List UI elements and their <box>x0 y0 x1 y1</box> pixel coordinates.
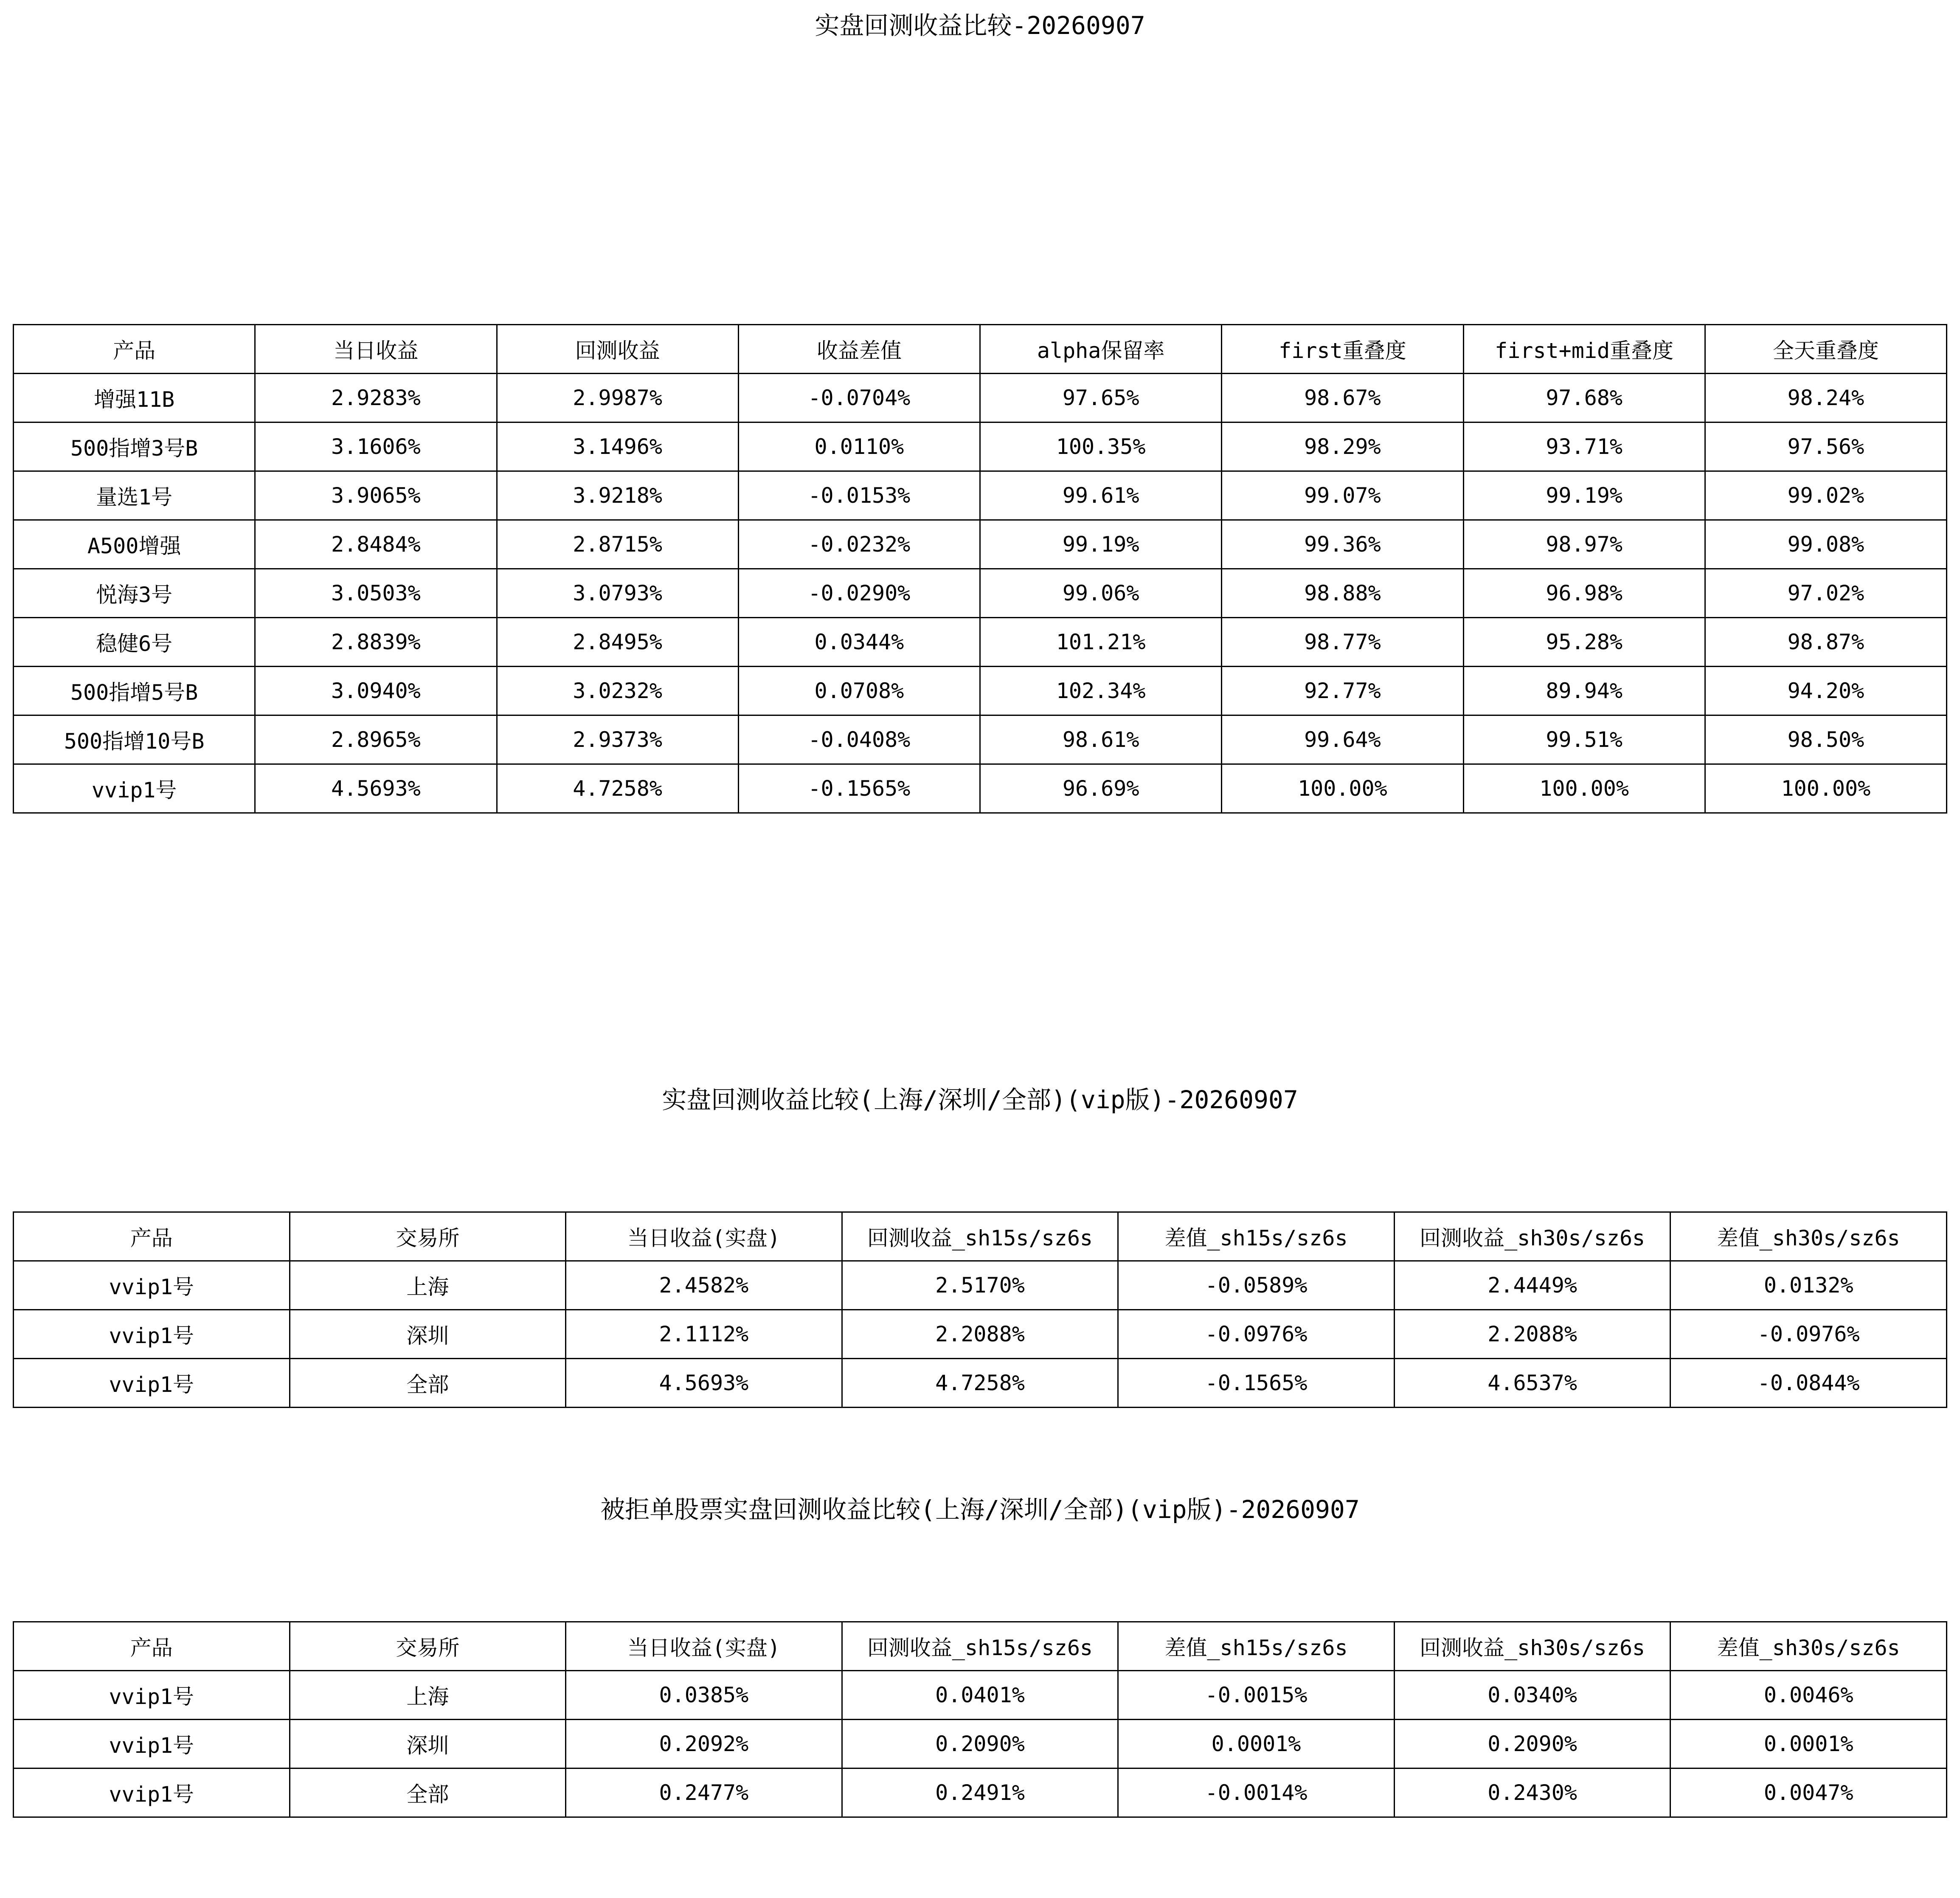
rejected-orders-table <box>13 1621 1947 1818</box>
table-cell: 102.34% <box>980 667 1222 715</box>
table-cell: 4.7258% <box>842 1359 1118 1408</box>
table-row <box>14 374 1947 422</box>
table-cell: 98.61% <box>980 715 1222 764</box>
table-cell: -0.0014% <box>1118 1768 1395 1817</box>
exchange-comparison-title: 实盘回测收益比较(上海/深圳/全部)(vip版)-20260907 <box>662 1085 1298 1114</box>
table-cell: -0.0232% <box>738 520 980 569</box>
table-cell: 97.56% <box>1705 422 1946 471</box>
table-cell: vvip1号 <box>14 1310 290 1359</box>
table-row <box>14 1359 1947 1408</box>
table-cell: 500指增10号B <box>14 715 255 764</box>
table-cell: 2.9987% <box>497 374 738 422</box>
table-cell: 89.94% <box>1463 667 1705 715</box>
table-row <box>14 1671 1947 1720</box>
table-cell: 全部 <box>290 1768 566 1817</box>
table-cell: 0.0001% <box>1670 1720 1947 1768</box>
column-header: alpha保留率 <box>980 325 1222 374</box>
column-header: 交易所 <box>290 1212 566 1261</box>
table-cell: 100.00% <box>1222 764 1463 813</box>
column-header: 回测收益_sh15s/sz6s <box>842 1622 1118 1671</box>
table-cell: 2.1112% <box>566 1310 842 1359</box>
table-cell: 2.8715% <box>497 520 738 569</box>
table-row <box>14 1720 1947 1768</box>
table-cell: -0.1565% <box>1118 1359 1395 1408</box>
table-cell: 4.5693% <box>566 1359 842 1408</box>
table-cell: 93.71% <box>1463 422 1705 471</box>
table-cell: 0.0046% <box>1670 1671 1947 1720</box>
table-cell: 96.69% <box>980 764 1222 813</box>
table-cell: vvip1号 <box>14 1261 290 1310</box>
table-cell: 98.50% <box>1705 715 1946 764</box>
returns-comparison-table <box>13 324 1947 814</box>
table-row <box>14 618 1947 667</box>
table-cell: 2.9373% <box>497 715 738 764</box>
table-cell: 98.29% <box>1222 422 1463 471</box>
table-header-row <box>14 1622 1947 1671</box>
table-cell: 92.77% <box>1222 667 1463 715</box>
table-cell: 98.87% <box>1705 618 1946 667</box>
table-cell: 97.65% <box>980 374 1222 422</box>
table-cell: 100.00% <box>1463 764 1705 813</box>
table-cell: 99.64% <box>1222 715 1463 764</box>
table-cell: 深圳 <box>290 1310 566 1359</box>
column-header: 差值_sh15s/sz6s <box>1118 1212 1395 1261</box>
column-header: 差值_sh30s/sz6s <box>1670 1622 1947 1671</box>
table-cell: 0.0132% <box>1670 1261 1947 1310</box>
table-row <box>14 422 1947 471</box>
table-cell: 3.0232% <box>497 667 738 715</box>
column-header: 回测收益 <box>497 325 738 374</box>
table-cell: -0.0408% <box>738 715 980 764</box>
table-row <box>14 471 1947 520</box>
table-cell: -0.0015% <box>1118 1671 1395 1720</box>
table-cell: 全部 <box>290 1359 566 1408</box>
table-cell: 94.20% <box>1705 667 1946 715</box>
table-cell: 3.0940% <box>255 667 497 715</box>
table-cell: 量选1号 <box>14 471 255 520</box>
table-cell: 0.0344% <box>738 618 980 667</box>
table-cell: 500指增3号B <box>14 422 255 471</box>
column-header: 回测收益_sh30s/sz6s <box>1394 1212 1670 1261</box>
table-cell: vvip1号 <box>14 1720 290 1768</box>
table-cell: 95.28% <box>1463 618 1705 667</box>
column-header: 差值_sh15s/sz6s <box>1118 1622 1395 1671</box>
table-cell: 2.4449% <box>1394 1261 1670 1310</box>
table-cell: 悦海3号 <box>14 569 255 618</box>
table-cell: 99.36% <box>1222 520 1463 569</box>
table-cell: -0.0704% <box>738 374 980 422</box>
table-cell: 101.21% <box>980 618 1222 667</box>
table-cell: 97.68% <box>1463 374 1705 422</box>
table-cell: 上海 <box>290 1671 566 1720</box>
table-cell: 98.24% <box>1705 374 1946 422</box>
column-header: 回测收益_sh15s/sz6s <box>842 1212 1118 1261</box>
table-cell: A500增强 <box>14 520 255 569</box>
table-cell: 3.1496% <box>497 422 738 471</box>
table-cell: 0.2477% <box>566 1768 842 1817</box>
table-row <box>14 569 1947 618</box>
table-cell: vvip1号 <box>14 764 255 813</box>
column-header: 当日收益 <box>255 325 497 374</box>
table-cell: 99.19% <box>1463 471 1705 520</box>
table-cell: 4.5693% <box>255 764 497 813</box>
table-cell: 0.2090% <box>842 1720 1118 1768</box>
table-header-row <box>14 325 1947 374</box>
table-cell: 2.8495% <box>497 618 738 667</box>
table-cell: 0.2092% <box>566 1720 842 1768</box>
table-cell: 0.0001% <box>1118 1720 1395 1768</box>
table-cell: vvip1号 <box>14 1359 290 1408</box>
column-header: 差值_sh30s/sz6s <box>1670 1212 1947 1261</box>
table-row <box>14 715 1947 764</box>
table-cell: -0.0976% <box>1118 1310 1395 1359</box>
table-cell: 0.2430% <box>1394 1768 1670 1817</box>
table-cell: 0.0708% <box>738 667 980 715</box>
table-cell: 99.19% <box>980 520 1222 569</box>
table-cell: 98.88% <box>1222 569 1463 618</box>
table-cell: 2.4582% <box>566 1261 842 1310</box>
table-cell: 98.97% <box>1463 520 1705 569</box>
table-cell: 99.61% <box>980 471 1222 520</box>
table-cell: vvip1号 <box>14 1768 290 1817</box>
table-cell: 100.00% <box>1705 764 1946 813</box>
table-row <box>14 1768 1947 1817</box>
table-cell: 2.9283% <box>255 374 497 422</box>
table-cell: 0.2090% <box>1394 1720 1670 1768</box>
column-header: 当日收益(实盘) <box>566 1622 842 1671</box>
table-cell: 4.7258% <box>497 764 738 813</box>
column-header: 交易所 <box>290 1622 566 1671</box>
table-cell: 99.07% <box>1222 471 1463 520</box>
table-cell: 2.8839% <box>255 618 497 667</box>
table-cell: 96.98% <box>1463 569 1705 618</box>
exchange-comparison-table <box>13 1211 1947 1408</box>
column-header: 收益差值 <box>738 325 980 374</box>
table-cell: 2.8484% <box>255 520 497 569</box>
table-cell: 0.0340% <box>1394 1671 1670 1720</box>
table-cell: 增强11B <box>14 374 255 422</box>
table-cell: 3.0793% <box>497 569 738 618</box>
page-title: 实盘回测收益比较-20260907 <box>815 11 1145 40</box>
column-header: 回测收益_sh30s/sz6s <box>1394 1622 1670 1671</box>
table-cell: 3.0503% <box>255 569 497 618</box>
column-header: 全天重叠度 <box>1705 325 1946 374</box>
table-cell: 3.9218% <box>497 471 738 520</box>
column-header: 产品 <box>14 325 255 374</box>
table-cell: -0.1565% <box>738 764 980 813</box>
table-cell: -0.0844% <box>1670 1359 1947 1408</box>
table-cell: 3.9065% <box>255 471 497 520</box>
table-cell: 2.2088% <box>1394 1310 1670 1359</box>
table-cell: -0.0290% <box>738 569 980 618</box>
table-cell: 深圳 <box>290 1720 566 1768</box>
column-header: first重叠度 <box>1222 325 1463 374</box>
table-cell: 98.77% <box>1222 618 1463 667</box>
table-cell: 97.02% <box>1705 569 1946 618</box>
table-cell: vvip1号 <box>14 1671 290 1720</box>
table-cell: -0.0589% <box>1118 1261 1395 1310</box>
column-header: 产品 <box>14 1212 290 1261</box>
table-cell: 稳健6号 <box>14 618 255 667</box>
table-cell: 99.51% <box>1463 715 1705 764</box>
table-row <box>14 764 1947 813</box>
table-row <box>14 667 1947 715</box>
table-cell: 99.08% <box>1705 520 1946 569</box>
table-cell: 4.6537% <box>1394 1359 1670 1408</box>
column-header: 当日收益(实盘) <box>566 1212 842 1261</box>
table-cell: 0.0047% <box>1670 1768 1947 1817</box>
rejected-orders-title: 被拒单股票实盘回测收益比较(上海/深圳/全部)(vip版)-20260907 <box>600 1495 1360 1524</box>
table-row <box>14 520 1947 569</box>
table-cell: 0.0385% <box>566 1671 842 1720</box>
table-cell: -0.0153% <box>738 471 980 520</box>
table-cell: 2.5170% <box>842 1261 1118 1310</box>
table-row <box>14 1310 1947 1359</box>
table-cell: 2.8965% <box>255 715 497 764</box>
table-cell: 3.1606% <box>255 422 497 471</box>
table-cell: 98.67% <box>1222 374 1463 422</box>
table-cell: 500指增5号B <box>14 667 255 715</box>
table-cell: 上海 <box>290 1261 566 1310</box>
table-cell: -0.0976% <box>1670 1310 1947 1359</box>
table-cell: 0.0401% <box>842 1671 1118 1720</box>
table-cell: 0.0110% <box>738 422 980 471</box>
column-header: first+mid重叠度 <box>1463 325 1705 374</box>
table-cell: 100.35% <box>980 422 1222 471</box>
table-cell: 0.2491% <box>842 1768 1118 1817</box>
table-header-row <box>14 1212 1947 1261</box>
column-header: 产品 <box>14 1622 290 1671</box>
table-cell: 2.2088% <box>842 1310 1118 1359</box>
table-cell: 99.06% <box>980 569 1222 618</box>
table-row <box>14 1261 1947 1310</box>
table-cell: 99.02% <box>1705 471 1946 520</box>
